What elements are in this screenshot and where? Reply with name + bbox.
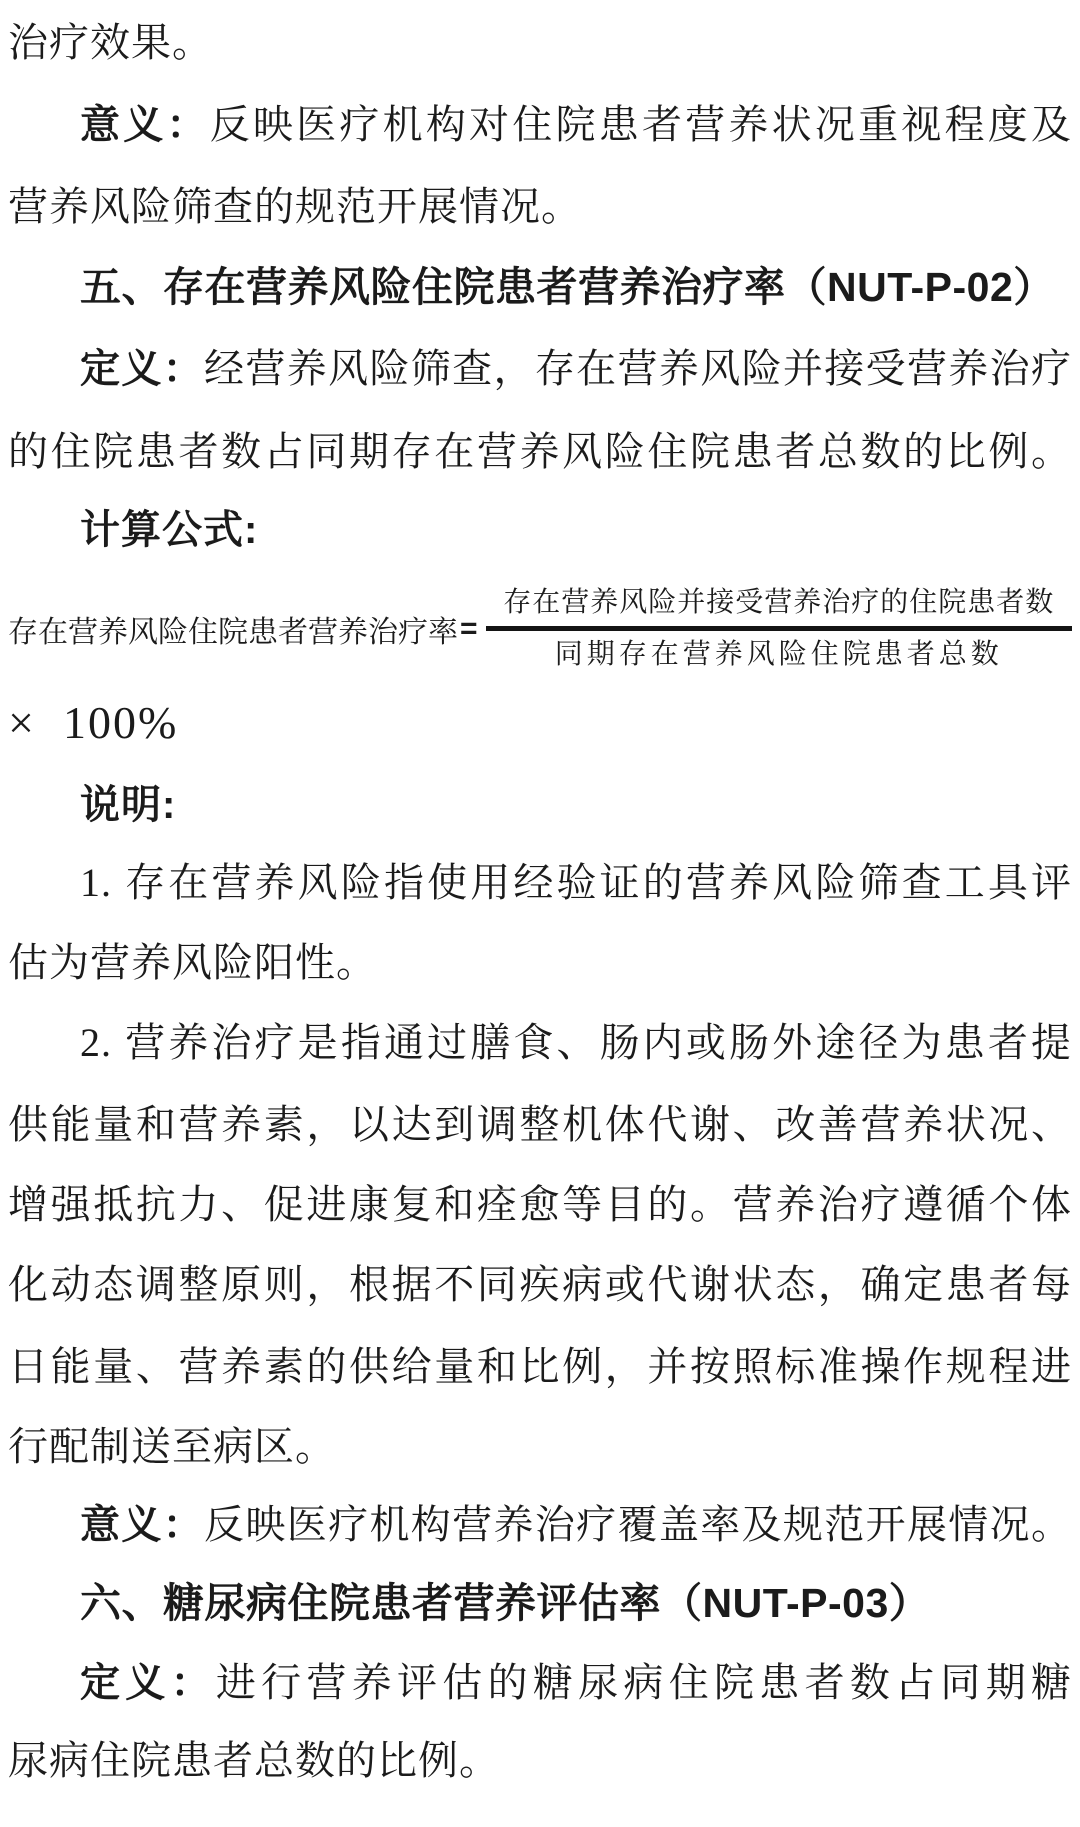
section-5-heading: 五、存在营养风险住院患者营养治疗率（NUT-P-02）: [80, 264, 1055, 310]
significance-2-text: 反映医疗机构营养治疗覆盖率及规范开展情况。: [204, 1502, 1073, 1547]
formula-multiplier: × 100%: [8, 697, 179, 748]
formula-fraction: [486, 585, 1072, 673]
section-6-heading: 六、糖尿病住院患者营养评估率（NUT-P-03）: [80, 1580, 931, 1626]
formula-lhs: 存在营养风险住院患者营养治疗率: [8, 616, 458, 649]
section-6-definition-text: 进行营养评估的糖尿病住院患者数占同期糖: [215, 1660, 1073, 1705]
section-5-definition-line-1: [8, 344, 1072, 394]
note-2-line-4: 化动态调整原则，根据不同疾病或代谢状态，确定患者每: [8, 1262, 1072, 1307]
note-2-line-1: 2. 营养治疗是指通过膳食、肠内或肠外途径为患者提: [80, 1020, 1072, 1065]
note-2-line-3: 增强抵抗力、促进康复和痊愈等目的。营养治疗遵循个体: [8, 1182, 1072, 1227]
significance-1-text: 反映医疗机构对住院患者营养状况重视程度及: [209, 102, 1073, 147]
definition-label-2: 定义：: [80, 1661, 216, 1705]
section-5-definition-text: 经营养风险筛查，存在营养风险并接受营养治疗: [204, 346, 1073, 391]
note-2-line-2: 供能量和营养素，以达到调整机体代谢、改善营养状况、: [8, 1102, 1072, 1147]
section-5-definition-line-2: 的住院患者数占同期存在营养风险住院患者总数的比例。: [8, 429, 1072, 474]
note-1-line-1: 1. 存在营养风险指使用经验证的营养风险筛查工具评: [80, 860, 1072, 905]
formula-denominator: 同期存在营养风险住院患者总数: [554, 639, 1003, 670]
formula-heading-label: 计算公式:: [80, 508, 259, 552]
intro-continuation-line: 治疗效果。: [8, 20, 213, 65]
note-2-line-5: 日能量、营养素的供给量和比例，并按照标准操作规程进: [8, 1344, 1072, 1389]
significance-1-line-1: [8, 100, 1072, 150]
section-5-significance-line: [8, 1500, 1072, 1550]
notes-heading-label: 说明:: [80, 783, 177, 827]
note-2-line-6: 行配制送至病区。: [8, 1424, 336, 1469]
formula-equals-sign: =: [460, 612, 478, 645]
notes-heading-line: [8, 780, 1072, 830]
section-6-definition-line-2: 尿病住院患者总数的比例。: [8, 1738, 500, 1783]
significance-1-line-2: 营养风险筛查的规范开展情况。: [8, 184, 582, 229]
note-1-line-2: 估为营养风险阳性。: [8, 940, 377, 985]
formula: [8, 585, 1072, 673]
section-6-definition-line-1: [8, 1658, 1072, 1708]
significance-2-label: 意义：: [80, 1503, 205, 1547]
formula-heading-line: [8, 505, 1072, 555]
formula-numerator: 存在营养风险并接受营养治疗的住院患者数: [486, 585, 1072, 631]
significance-1-label: 意义：: [80, 103, 210, 147]
definition-label: 定义：: [80, 347, 205, 391]
